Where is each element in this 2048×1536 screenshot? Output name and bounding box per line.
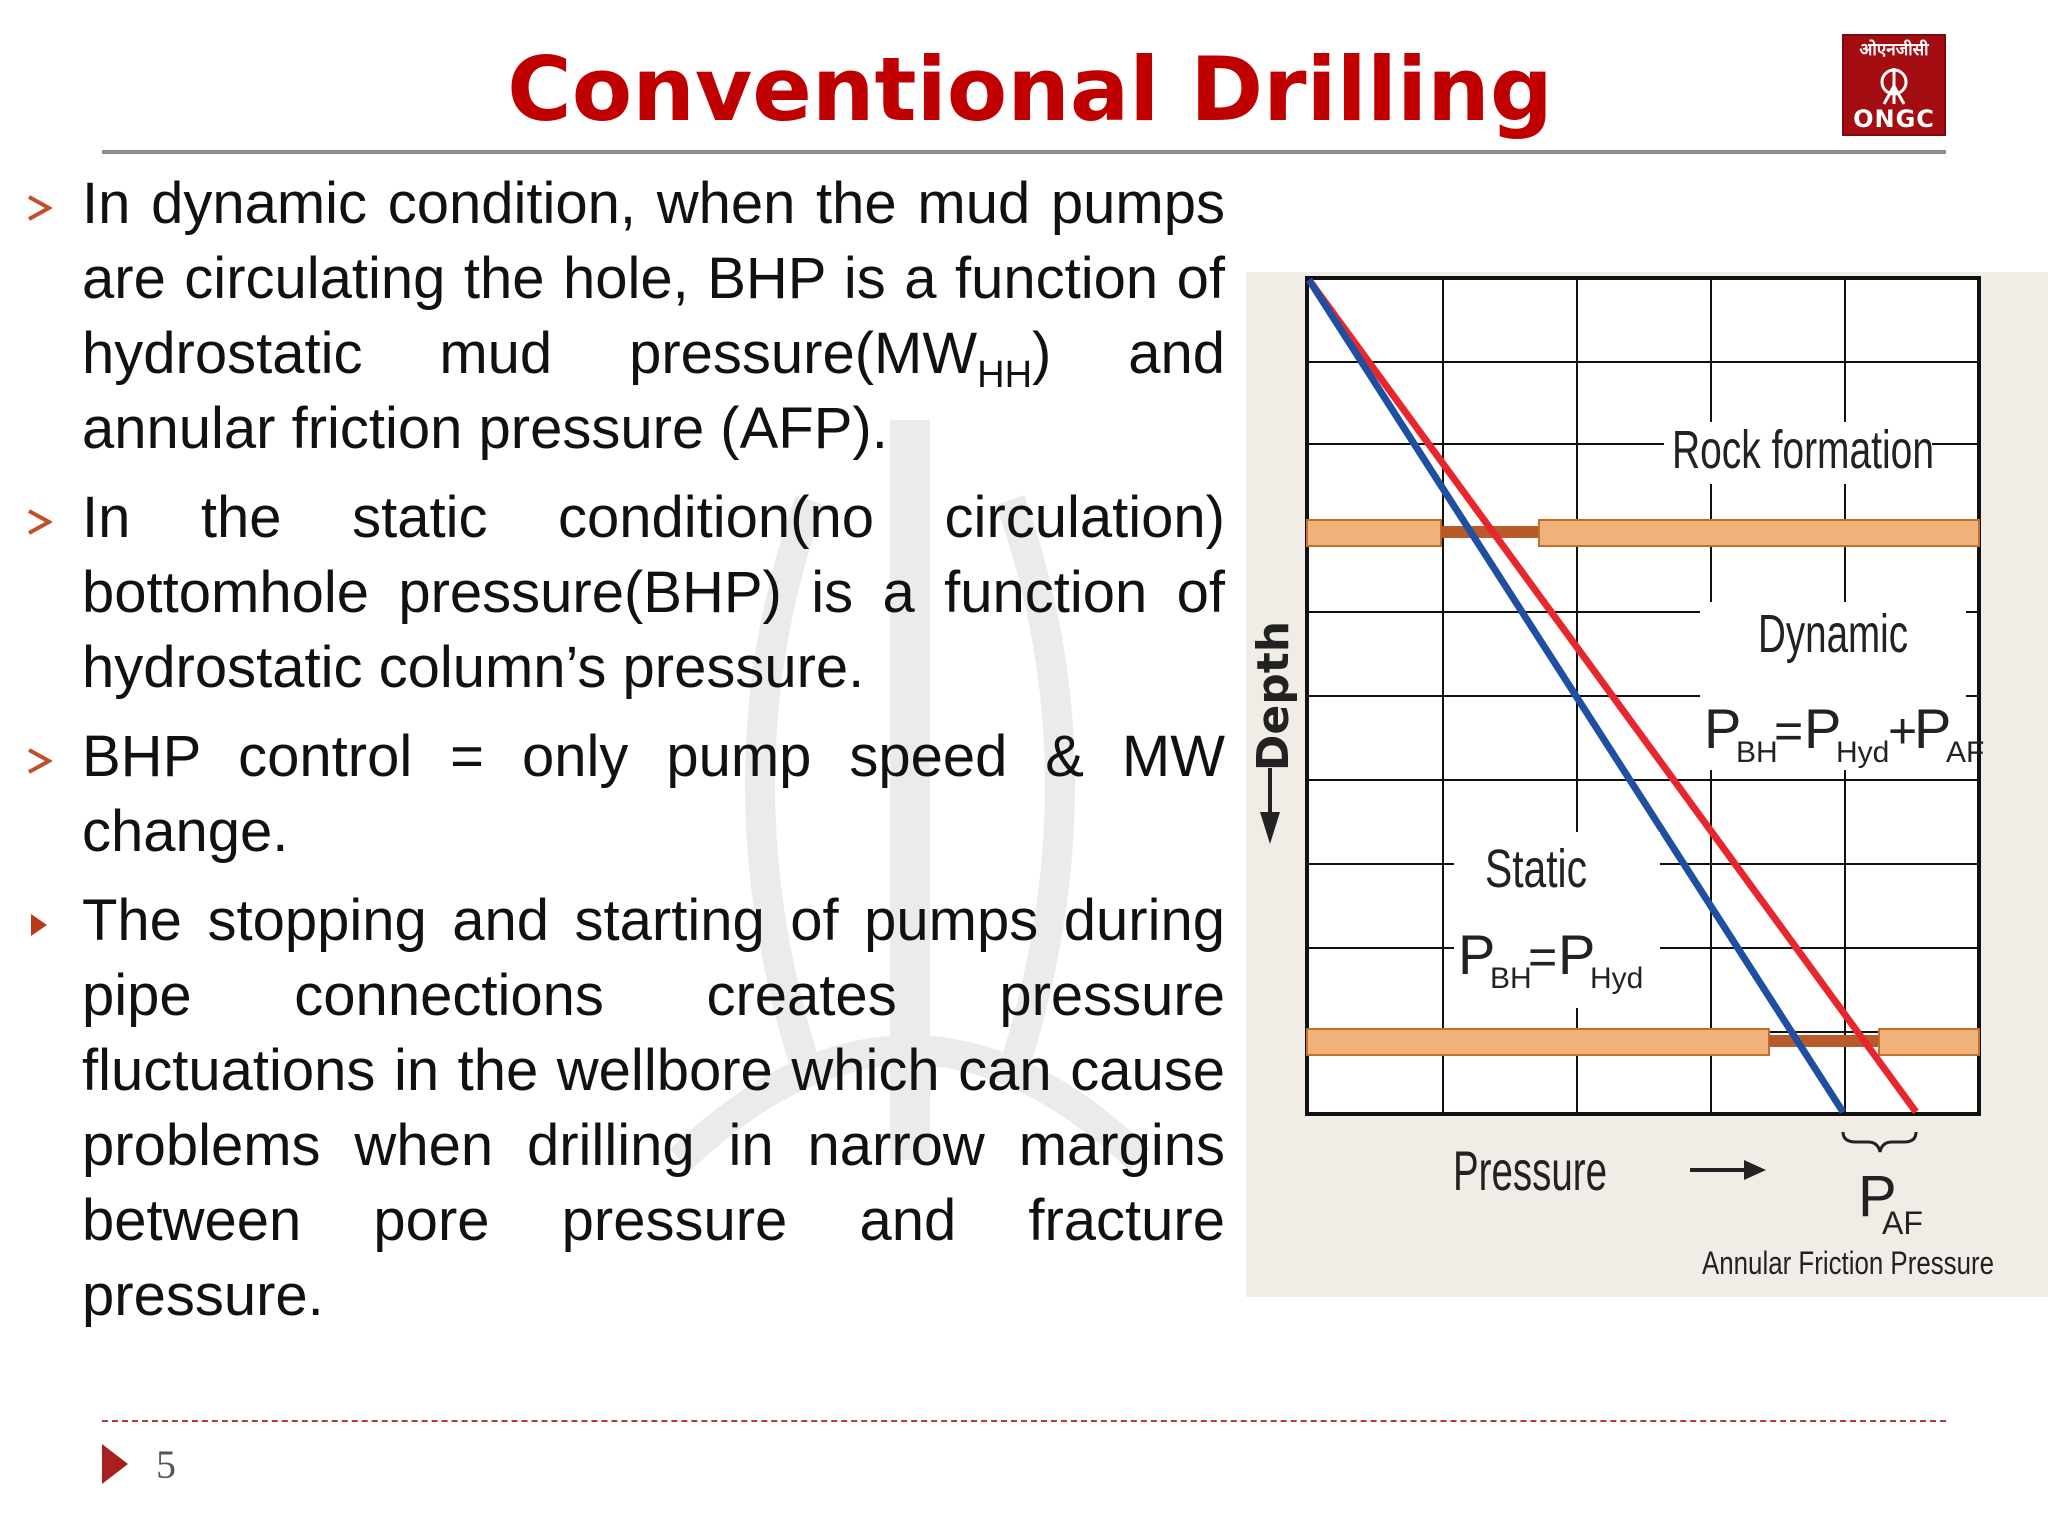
paf-brace-icon xyxy=(1843,1132,1916,1152)
page-number: 5 xyxy=(156,1442,176,1487)
triangle-bullet-icon xyxy=(26,911,52,939)
depth-axis-label: Depth xyxy=(1248,620,1299,772)
eq-symbol: P xyxy=(1458,923,1496,986)
slide-title: Conventional Drilling xyxy=(507,38,1553,141)
eq-subscript: AF xyxy=(1946,736,1985,769)
eq-subscript: Hyd xyxy=(1836,736,1890,769)
logo-name: ONGC xyxy=(1853,105,1935,133)
static-label: Static xyxy=(1485,839,1587,899)
dynamic-label: Dynamic xyxy=(1758,604,1908,664)
footer-triangle-icon xyxy=(100,1442,130,1486)
eq-symbol: = xyxy=(1528,929,1558,985)
eq-subscript: BH xyxy=(1736,736,1778,769)
title-divider xyxy=(102,150,1946,154)
eq-symbol: P xyxy=(1704,697,1742,760)
eq-symbol: + xyxy=(1888,703,1918,759)
bullet-text xyxy=(82,166,1225,466)
pressure-depth-diagram xyxy=(1246,272,2048,1297)
paf-subscript: AF xyxy=(1882,1205,1923,1241)
pressure-arrow-icon xyxy=(1744,1160,1766,1180)
bullet-item xyxy=(20,166,1225,466)
bullet-text: In the static condition(no circulation) bottomhole pressure(BHP) is a function of hydrostatic column’s pressure. xyxy=(82,485,1225,700)
footer-divider xyxy=(102,1420,1946,1422)
bullet-item xyxy=(20,719,1225,869)
eq-subscript: Hyd xyxy=(1590,962,1644,995)
bullet-list xyxy=(20,166,1225,1347)
bullet-subscript: HH xyxy=(977,354,1033,396)
bullet-text: BHP control = only pump speed & MW change. xyxy=(82,724,1225,864)
depth-arrow-icon xyxy=(1260,812,1280,844)
eq-symbol: P xyxy=(1804,697,1842,760)
bullet-item xyxy=(20,480,1225,705)
diagram-canvas xyxy=(1246,272,2048,1297)
logo-hindi-text: ओएनजीसी xyxy=(1859,40,1929,60)
eq-symbol: P xyxy=(1914,697,1952,760)
arrow-bullet-icon xyxy=(26,194,52,222)
arrow-bullet-icon xyxy=(26,747,52,775)
paf-symbol: P xyxy=(1858,1164,1897,1229)
eq-subscript: BH xyxy=(1490,962,1532,995)
arrow-bullet-icon xyxy=(26,508,52,536)
eq-symbol: P xyxy=(1558,923,1596,986)
bullet-item xyxy=(20,883,1225,1333)
rock-formation-label: Rock formation xyxy=(1672,420,1934,480)
eq-symbol: = xyxy=(1774,703,1804,759)
bullet-text: The stopping and starting of pumps during pipe connections creates pressure fluctuations in the wellbore which can cause problems when drilling in narrow margins between pore pressure and fracture pressure. xyxy=(82,888,1225,1328)
formation-lower xyxy=(1307,1029,1979,1055)
ongc-logo xyxy=(1842,34,1946,136)
paf-caption: Annular Friction Pressure xyxy=(1702,1245,1994,1281)
ongc-emblem-icon xyxy=(1872,66,1916,106)
bullet-text-part: ) and annular friction pressure (AFP). xyxy=(82,321,1226,461)
pressure-axis-label: Pressure xyxy=(1453,1139,1607,1202)
formation-upper xyxy=(1307,520,1979,546)
bullet-text-part: In dynamic condition, when the mud pumps are circulating the hole, BHP is a function of hydrostatic mud pressure(MW xyxy=(82,171,1225,386)
